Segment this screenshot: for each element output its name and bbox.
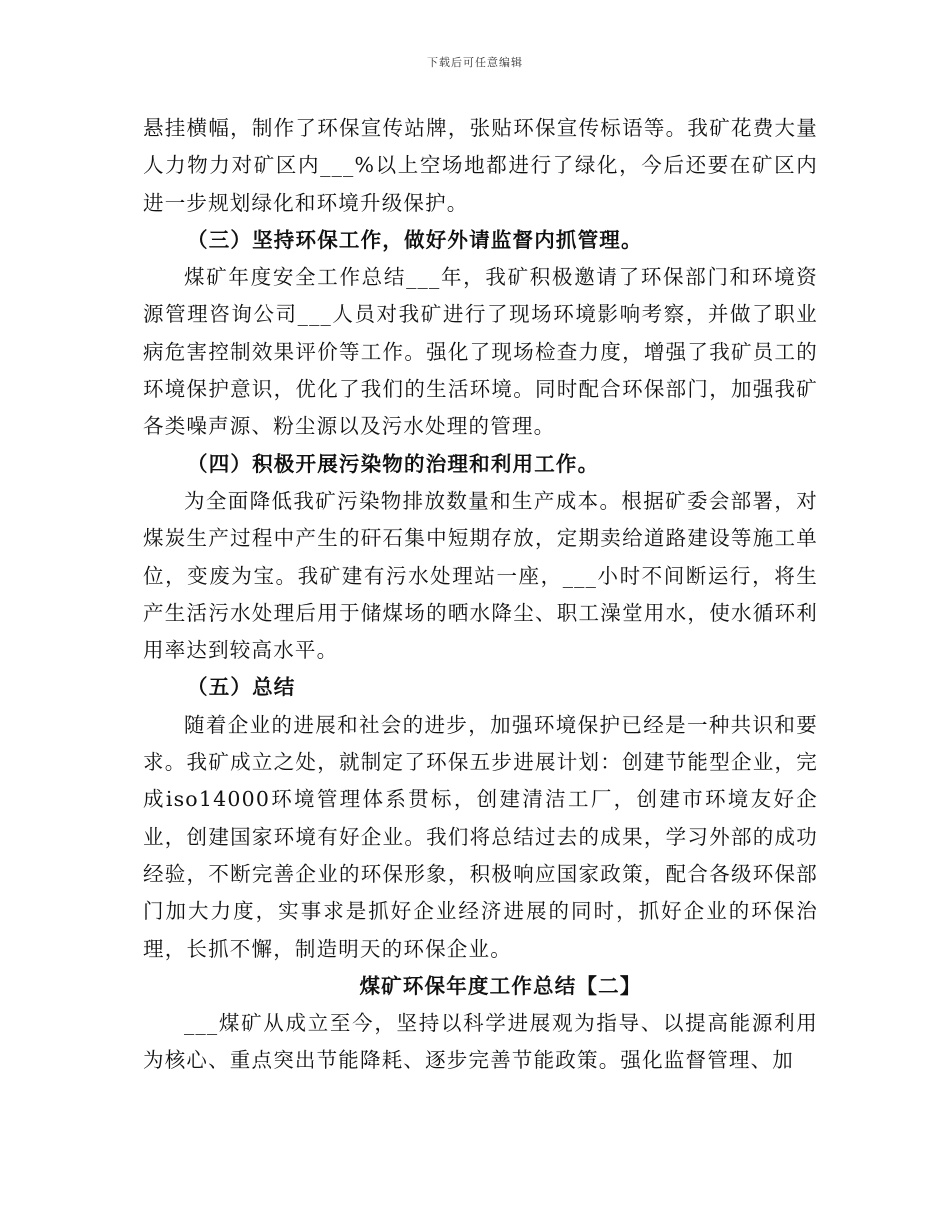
- paragraph-greening: 悬挂横幅，制作了环保宣传站牌，张贴环保宣传标语等。我矿花费大量人力物力对矿区内___%以上空场地都进行了绿化，今后还要在矿区内进一步规划绿化和环境升级保护。: [143, 116, 818, 215]
- paragraph-pollutant-treatment: 为全面降低我矿污染物排放数量和生产成本。根据矿委会部署，对煤炭生产过程中产生的矸石集中短期存放，定期卖给道路建设等施工单位，变废为宝。我矿建有污水处理站一座，___小时不间断运行，将生产生活污水处理后用于储煤场的晒水降尘、职工澡堂用水，使水循环利用率达到较高水平。: [143, 488, 818, 663]
- paragraph-supervision: 煤矿年度安全工作总结___年，我矿积极邀请了环保部门和环境资源管理咨询公司___人员对我矿进行了现场环境影响考察，并做了职业病危害控制效果评价等工作。强化了现场检查力度，增强了我矿员工的环境保护意识，优化了我们的生活环境。同时配合环保部门，加强我矿各类噪声源、粉尘源以及污水处理的管理。: [143, 265, 818, 439]
- heading-section-5: （五）总结: [187, 675, 296, 700]
- paragraph-energy-saving: ___煤矿从成立至今，坚持以科学进展观为指导、以提高能源利用为核心、重点突出节能降耗、逐步完善节能政策。强化监督管理、加: [143, 1011, 818, 1073]
- page-header: 下载后可任意编辑: [427, 56, 523, 69]
- paragraph-summary: 随着企业的进展和社会的进步，加强环境保护已经是一种共识和要求。我矿成立之处，就制定了环保五步进展计划：创建节能型企业，完成iso14000环境管理体系贯标，创建清洁工厂，创建市环境友好企业，创建国家环境有好企业。我们将总结过去的成果，学习外部的成功经验，不断完善企业的环保形象，积极响应国家政策，配合各级环保部门加大力度，实事求是抓好企业经济进展的同时，抓好企业的环保治理，长抓不懈，制造明天的环保企业。: [143, 712, 818, 961]
- heading-section-4: （四）积极开展污染物的治理和利用工作。: [187, 451, 600, 476]
- heading-section-3: （三）坚持环保工作，做好外请监督内抓管理。: [187, 227, 643, 252]
- section-title-part-2: 煤矿环保年度工作总结【二】: [359, 973, 642, 998]
- document-body: [143, 110, 818, 1080]
